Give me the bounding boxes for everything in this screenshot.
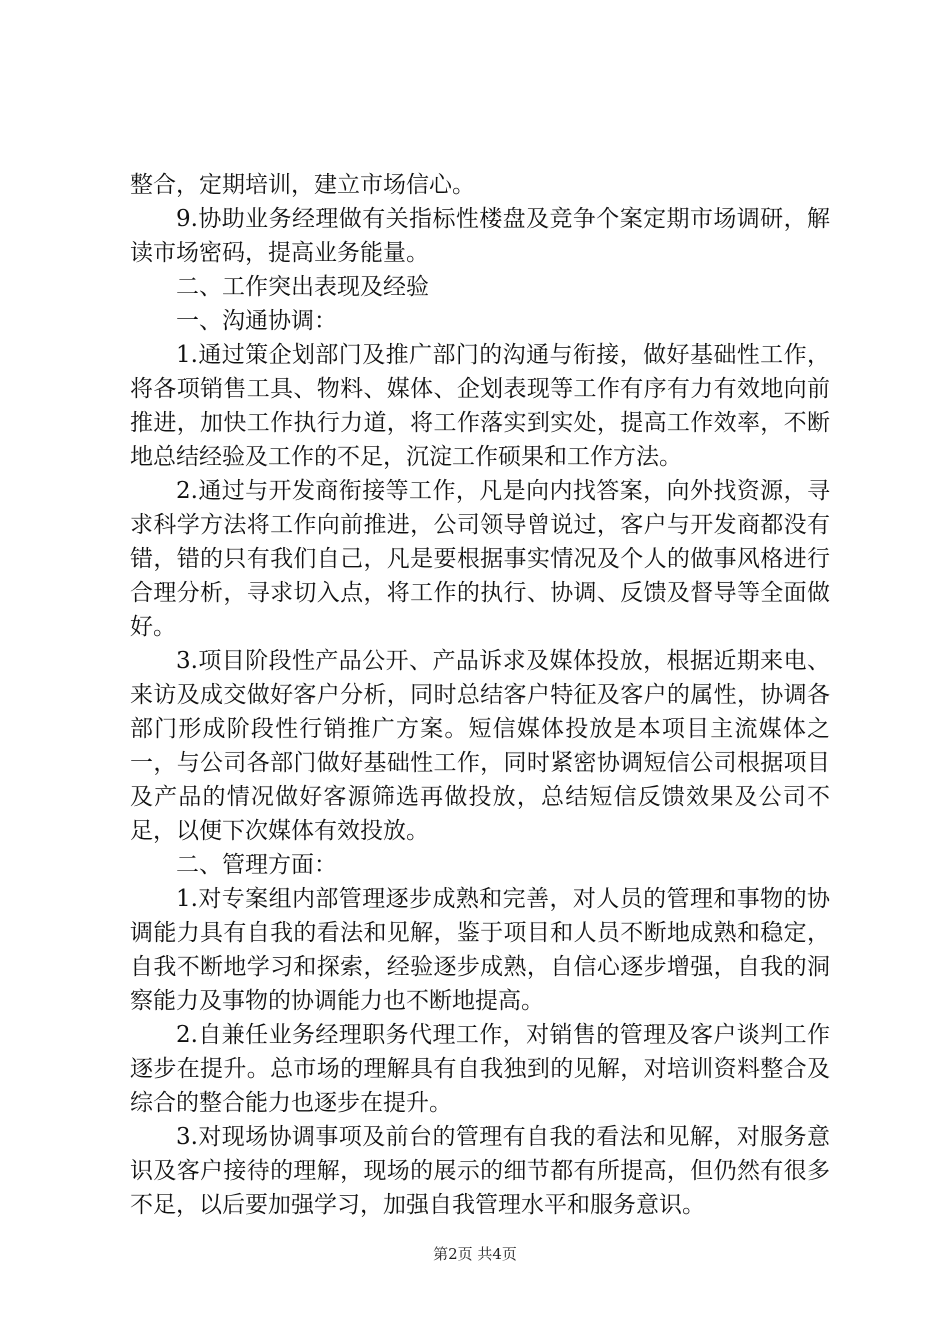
- paragraph-2: 9.协助业务经理做有关指标性楼盘及竞争个案定期市场调研，解读市场密码，提高业务能量。: [130, 206, 830, 266]
- subheading-communication: 一、沟通协调：: [176, 308, 337, 334]
- paragraph-management-3: 3.对现场协调事项及前台的管理有自我的看法和见解，对服务意识及客户接待的理解，现场的展示的细节都有所提高，但仍然有很多不足，以后要加强学习，加强自我管理水平和服务意识。: [130, 1124, 830, 1218]
- paragraph-communication-2: 2.通过与开发商衔接等工作，凡是向内找答案，向外找资源，寻求科学方法将工作向前推进，公司领导曾说过，客户与开发商都没有错，错的只有我们自己，凡是要根据事实情况及个人的做事风格进行合理分析，寻求切入点，将工作的执行、协调、反馈及督导等全面做好。: [130, 478, 830, 640]
- document-body: [130, 168, 830, 1222]
- paragraph-management-1: 1.对专案组内部管理逐步成熟和完善，对人员的管理和事物的协调能力具有自我的看法和见解，鉴于项目和人员不断地成熟和稳定，自我不断地学习和探索，经验逐步成熟，自信心逐步增强，自我的洞察能力及事物的协调能力也不断地提高。: [130, 886, 830, 1014]
- paragraph-communication-1: 1.通过策企划部门及推广部门的沟通与衔接，做好基础性工作，将各项销售工具、物料、媒体、企划表现等工作有序有力有效地向前推进，加快工作执行力道，将工作落实到实处，提高工作效率，不断地总结经验及工作的不足，沉淀工作硕果和工作方法。: [130, 342, 830, 470]
- paragraph-1: 整合，定期培训，建立市场信心。: [130, 172, 475, 198]
- paragraph-communication-3: 3.项目阶段性产品公开、产品诉求及媒体投放，根据近期来电、来访及成交做好客户分析，同时总结客户特征及客户的属性，协调各部门形成阶段性行销推广方案。短信媒体投放是本项目主流媒体之一，与公司各部门做好基础性工作，同时紧密协调短信公司根据项目及产品的情况做好客源筛选再做投放，总结短信反馈效果及公司不足，以便下次媒体有效投放。: [130, 648, 830, 844]
- page-footer: [0, 1244, 950, 1264]
- paragraph-management-2: 2.自兼任业务经理职务代理工作，对销售的管理及客户谈判工作逐步在提升。总市场的理解具有自我独到的见解，对培训资料整合及综合的整合能力也逐步在提升。: [130, 1022, 830, 1116]
- subheading-management: 二、管理方面：: [176, 852, 337, 878]
- page-number: 第2页 共4页: [433, 1245, 517, 1263]
- section-heading-highlights: 二、工作突出表现及经验: [176, 274, 429, 300]
